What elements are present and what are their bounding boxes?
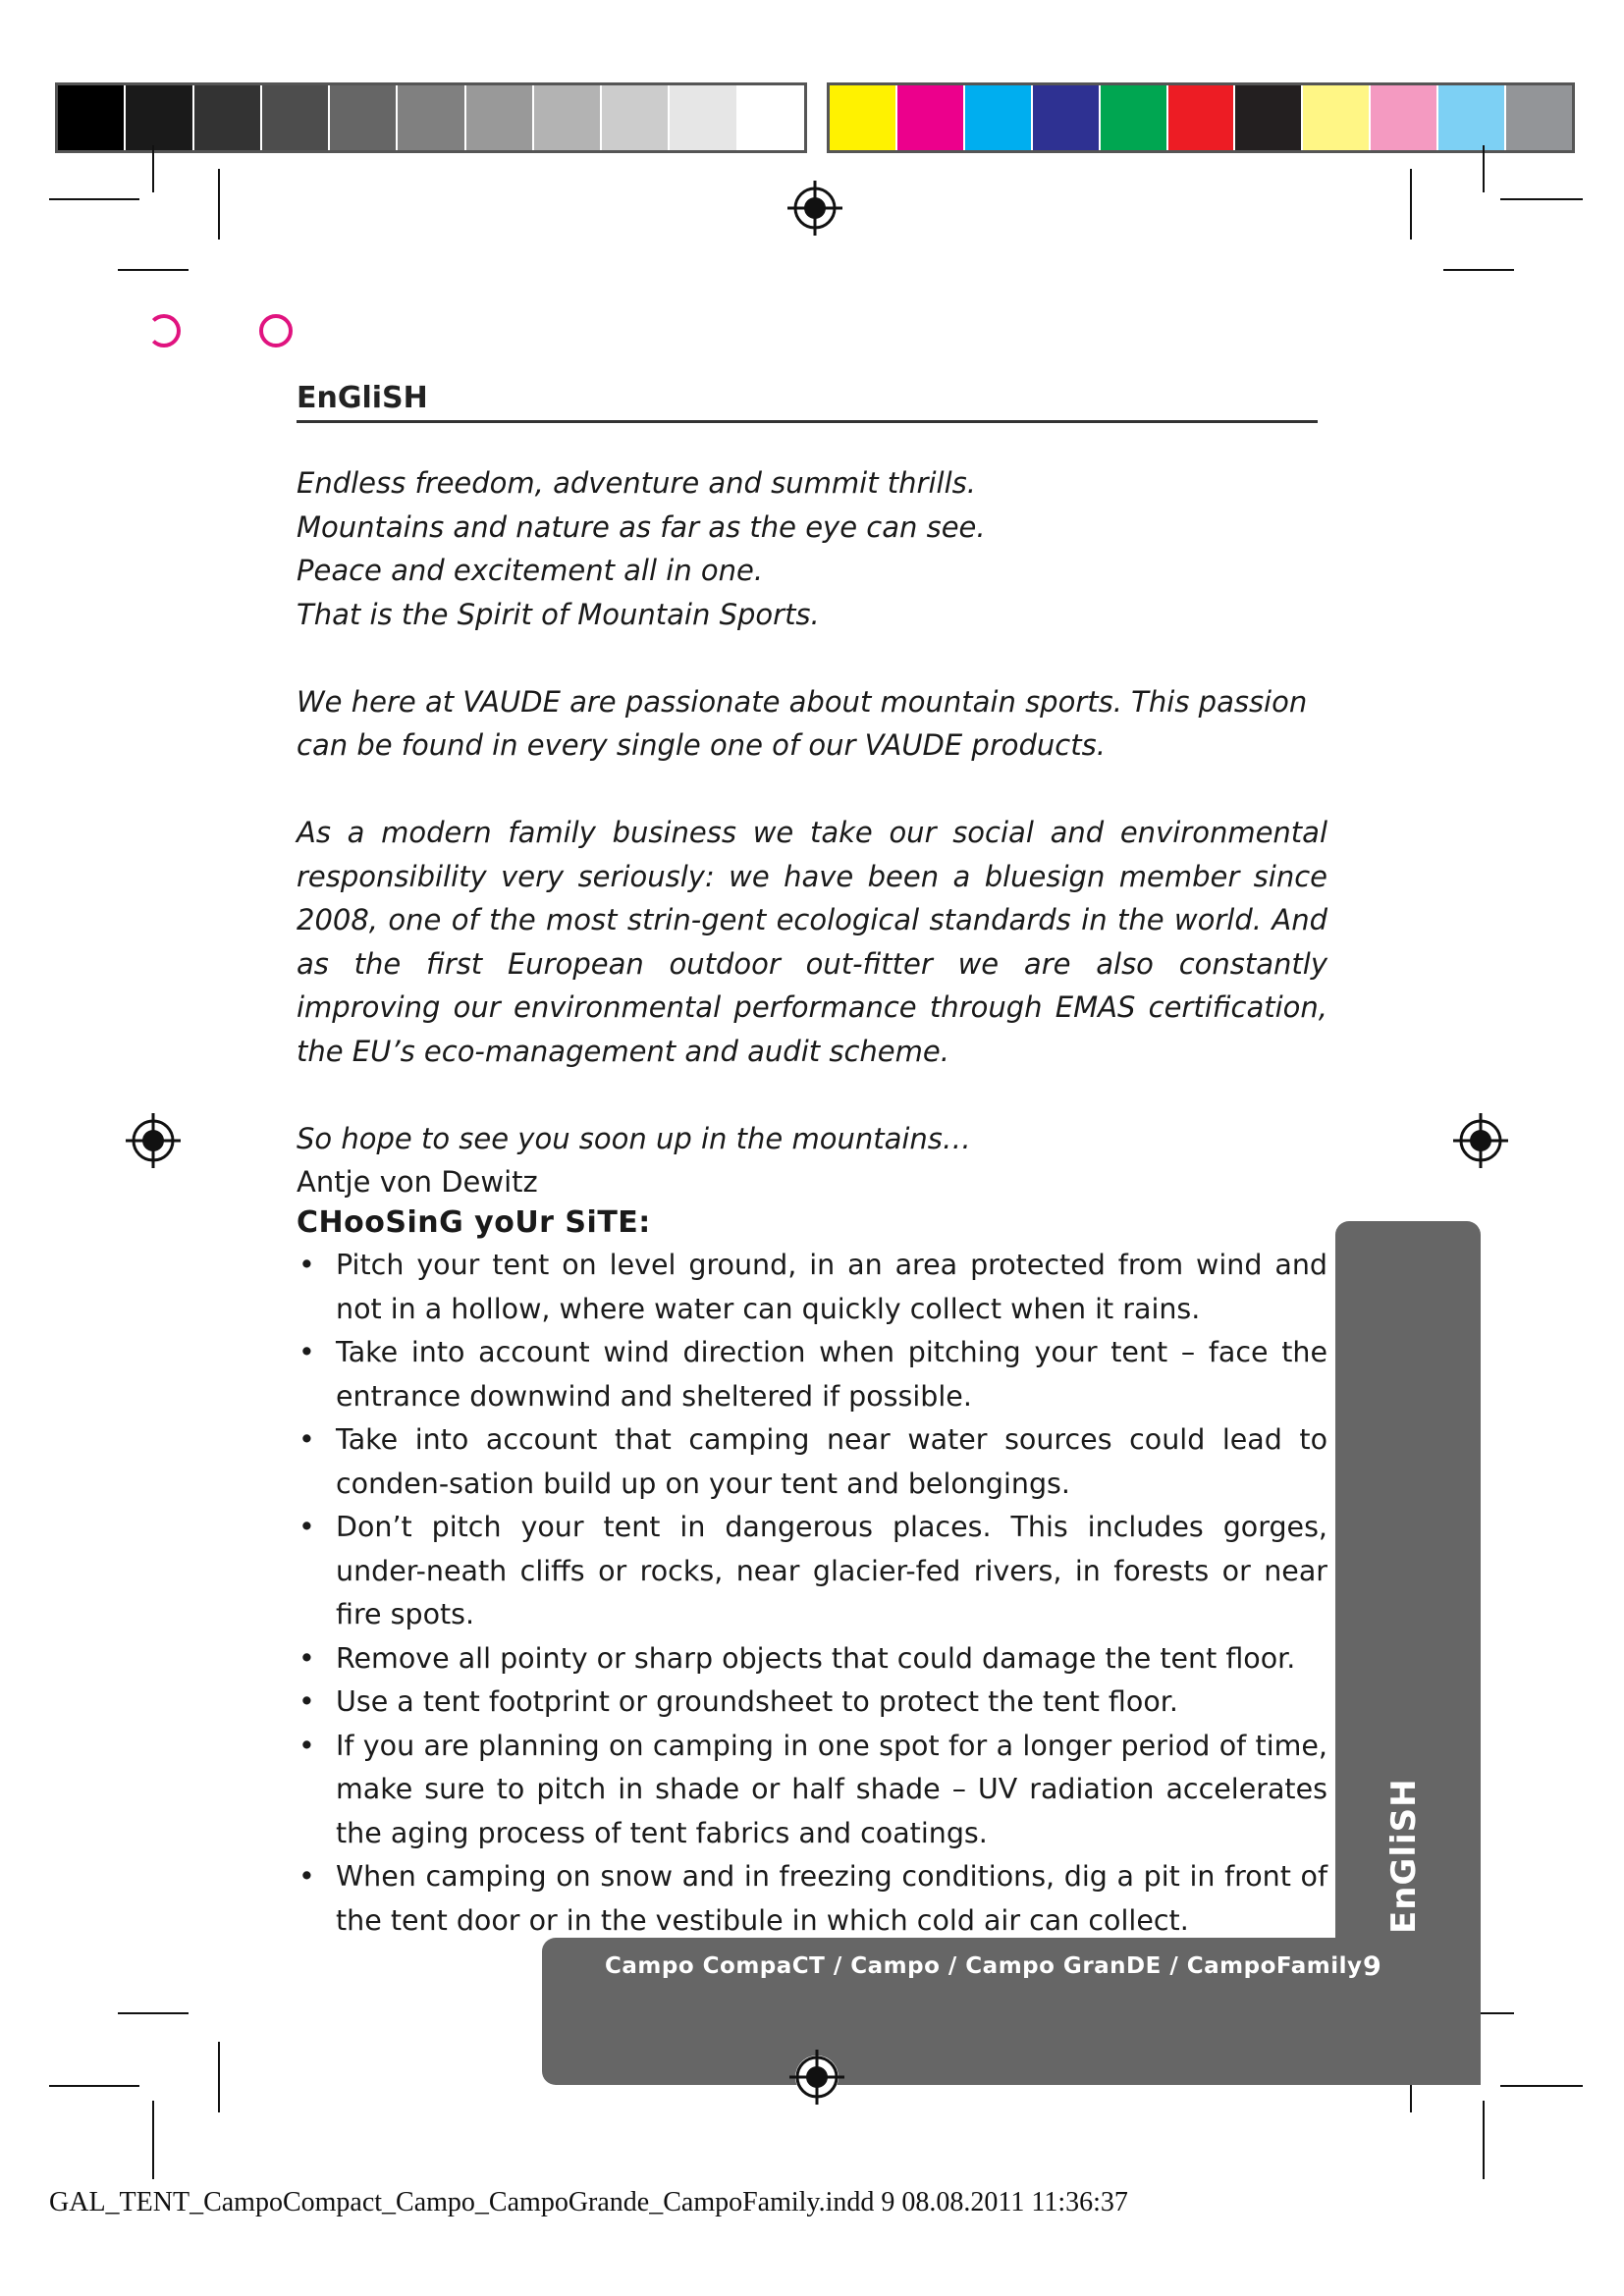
poem-line: Peace and excitement all in one. (297, 554, 764, 587)
color-swatch (1506, 85, 1572, 150)
section-title: EnGliSH (297, 381, 428, 415)
intro-closing-block (297, 1117, 1327, 1204)
grayscale-color-bar (55, 82, 807, 153)
site-tips-list (297, 1244, 1327, 1943)
choosing-site-section (297, 1205, 1327, 1943)
color-swatch (1033, 85, 1101, 150)
cmyk-color-bar (827, 82, 1575, 153)
crop-mark (1500, 2085, 1583, 2087)
list-item: • When camping on snow and in freezing conditions, dig a pit in front of the tent door or in the vestibule in which cold air can collect. (297, 1855, 1327, 1943)
intro-paragraph: We here at VAUDE are passionate about mountain sports. This passion can be found in every single one of our VAUDE products. (297, 684, 1308, 762)
crop-mark (49, 2085, 139, 2087)
color-swatch (1101, 85, 1168, 150)
intro-paragraph: As a modern family business we take our social and environmental responsibility very seriously: we have been a bluesign member since 2008, one of the most strin-gent ecological standards in the world. And as the first European outdoor out-fitter we are also constantly improving our environmental performance through EMAS certification, the EU’s eco-management and audit scheme. (297, 816, 1327, 1068)
list-item: • If you are planning on camping in one spot for a longer period of time, make sure to pitch in shade or half shade – UV radiation accelerates the aging process of tent fabrics and coatings. (297, 1725, 1327, 1856)
crop-mark (218, 2042, 220, 2112)
registration-mark-icon (787, 2048, 846, 2107)
crop-mark (49, 198, 139, 200)
list-item: • Take into account that camping near water sources could lead to conden-sation build up on your tent and belongings. (297, 1418, 1327, 1506)
crop-mark (118, 2012, 189, 2014)
crop-mark (1500, 198, 1583, 200)
intro-text (297, 461, 1327, 1204)
gray-swatch (466, 85, 534, 150)
punch-hole-mark (259, 314, 293, 347)
color-swatch (897, 85, 965, 150)
crop-mark (152, 145, 154, 192)
crop-mark (1483, 145, 1485, 192)
color-swatch (1438, 85, 1506, 150)
list-item: • Remove all pointy or sharp objects that could damage the tent floor. (297, 1637, 1327, 1682)
gray-swatch (262, 85, 330, 150)
list-item: • Don’t pitch your tent in dangerous places. This includes gorges, under-neath cliffs or rocks, near glacier-fed rivers, in forests or near fire spots. (297, 1506, 1327, 1637)
gray-swatch (194, 85, 262, 150)
gray-swatch (126, 85, 193, 150)
color-swatch (1168, 85, 1236, 150)
crop-mark (118, 269, 189, 271)
registration-mark-icon (124, 1111, 183, 1170)
registration-mark-icon (785, 179, 844, 238)
page-number: 9 (1363, 1951, 1381, 1982)
gray-swatch (738, 85, 804, 150)
crop-mark (152, 2101, 154, 2179)
registration-mark-icon (1451, 1111, 1510, 1170)
gray-swatch (58, 85, 126, 150)
poem-line: Mountains and nature as far as the eye can see. (297, 509, 986, 544)
choosing-site-heading: CHooSinG yoUr SiTE: (297, 1205, 651, 1240)
list-item: • Use a tent footprint or groundsheet to protect the tent floor. (297, 1681, 1327, 1725)
gray-swatch (670, 85, 737, 150)
crop-mark (218, 169, 220, 240)
signature: Antje von Dewitz (297, 1165, 538, 1199)
title-divider (297, 420, 1318, 423)
gray-swatch (534, 85, 602, 150)
punch-hole-mark (147, 314, 181, 347)
color-swatch (1371, 85, 1438, 150)
gray-swatch (602, 85, 670, 150)
list-item: • Pitch your tent on level ground, in an area protected from wind and not in a hollow, where water can quickly collect when it rains. (297, 1244, 1327, 1331)
chapter-tab-label: EnGliSH (1384, 1778, 1424, 1934)
crop-mark (1443, 269, 1514, 271)
color-swatch (965, 85, 1033, 150)
color-swatch (830, 85, 897, 150)
list-item: • Take into account wind direction when pitching your tent – face the entrance downwind and sheltered if possible. (297, 1331, 1327, 1418)
intro-poem (297, 461, 1327, 636)
crop-mark (1483, 2101, 1485, 2179)
crop-mark (1410, 169, 1412, 240)
gray-swatch (398, 85, 465, 150)
color-swatch (1235, 85, 1303, 150)
poem-line: That is the Spirit of Mountain Sports. (297, 597, 820, 631)
color-swatch (1303, 85, 1371, 150)
intro-closing: So hope to see you soon up in the mountains… (297, 1121, 971, 1155)
print-slug-line: GAL_TENT_CampoCompact_Campo_CampoGrande_CampoFamily.indd 9 08.08.2011 11:36:37 (49, 2187, 1128, 2217)
poem-line: Endless freedom, adventure and summit thrills. (297, 466, 976, 500)
gray-swatch (330, 85, 398, 150)
footer-product-title: Campo CompaCT / Campo / Campo GranDE / CampoFamily (605, 1953, 1363, 1979)
